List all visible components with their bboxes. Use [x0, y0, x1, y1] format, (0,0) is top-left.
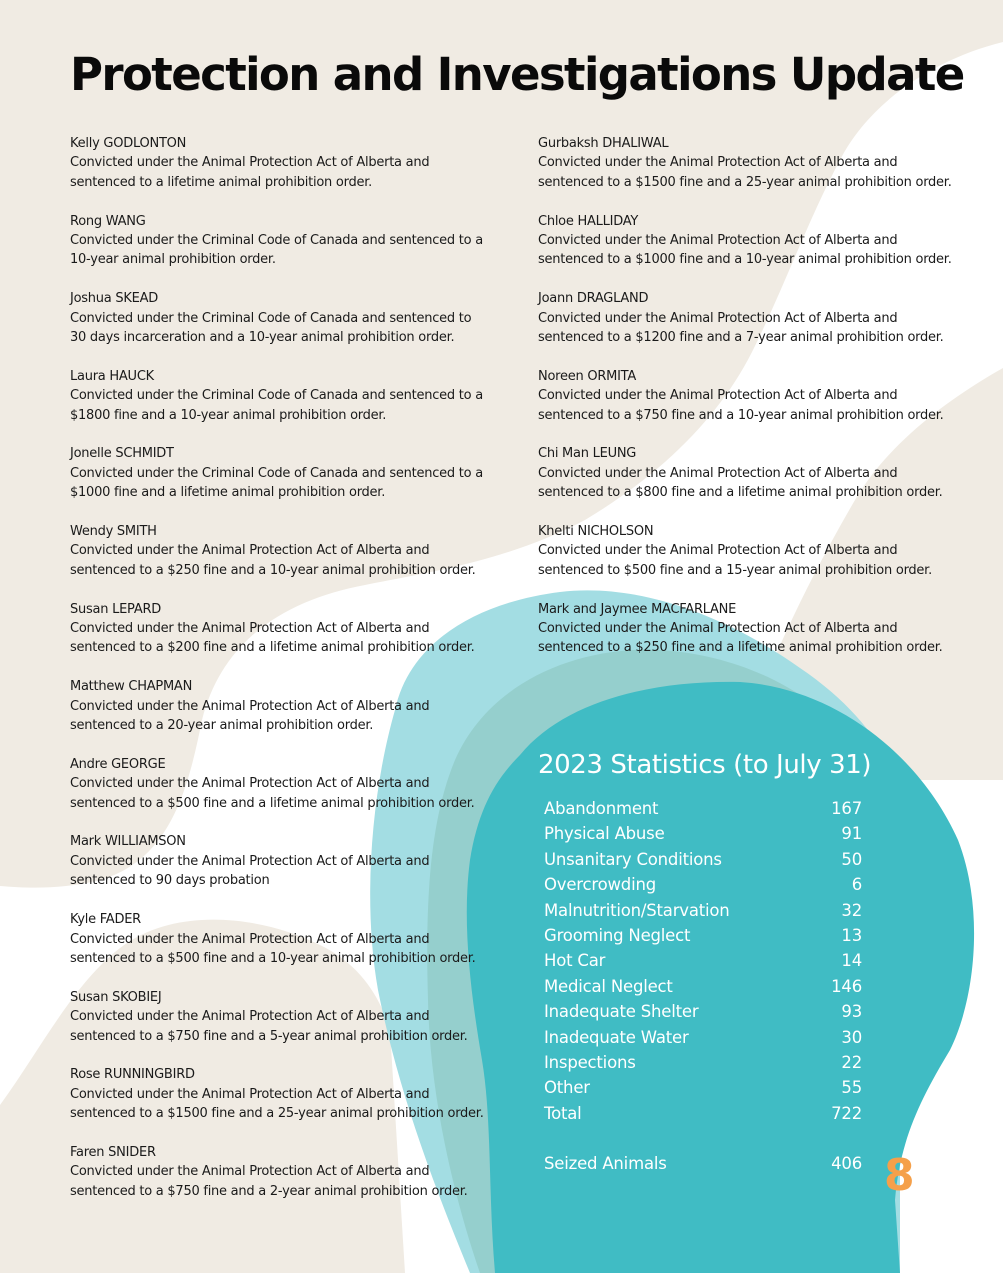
- case-name: Noreen ORMITA: [538, 368, 636, 384]
- case-name: Mark WILLIAMSON: [70, 834, 186, 850]
- case-description: Convicted under the Animal Protection Act of Alberta and sentenced to a 20-year animal prohibition order.: [70, 698, 430, 734]
- stat-row: [544, 1025, 862, 1050]
- case-entry: [538, 212, 958, 270]
- stat-row: [544, 1075, 862, 1100]
- case-name: Kyle FADER: [70, 912, 141, 928]
- case-name: Rose RUNNINGBIRD: [70, 1067, 195, 1083]
- stat-value: 406: [831, 1154, 862, 1174]
- case-name: Susan SKOBIEJ: [70, 989, 162, 1005]
- stat-row: [544, 898, 862, 923]
- stat-value: 93: [841, 1002, 862, 1022]
- case-entry: [70, 289, 490, 347]
- stat-value: 13: [841, 925, 862, 945]
- stat-label: Unsanitary Conditions: [544, 849, 722, 869]
- page-number: 8: [884, 1150, 915, 1201]
- stat-row: [544, 1101, 862, 1126]
- case-description: Convicted under the Animal Protection Act of Alberta and sentenced to a $500 fine and a lifetime animal prohibition order.: [70, 776, 475, 811]
- case-description: Convicted under the Criminal Code of Canada and sentenced to a $1800 fine and a 10-year animal prohibition order.: [70, 388, 483, 423]
- case-name: Joshua SKEAD: [70, 291, 159, 307]
- case-name: Kelly GODLONTON: [70, 136, 187, 151]
- case-entry: [538, 444, 958, 502]
- stat-value: 55: [841, 1078, 862, 1098]
- stat-row: [544, 1151, 862, 1176]
- stats-title: 2023 Statistics (to July 31): [538, 750, 872, 780]
- case-entry: [538, 134, 958, 192]
- stat-value: 91: [841, 824, 862, 844]
- case-description: Convicted under the Criminal Code of Canada and sentenced to a 10-year animal prohibition order.: [70, 233, 483, 268]
- case-name: Mark and Jaymee MACFARLANE: [538, 601, 737, 617]
- case-description: Convicted under the Animal Protection Act of Alberta and sentenced to a $250 fine and a 10-year animal prohibition order.: [70, 543, 476, 578]
- case-entry: [70, 910, 490, 968]
- case-description: Convicted under the Animal Protection Act of Alberta and sentenced to a $200 fine and a lifetime animal prohibition order.: [70, 621, 475, 656]
- stat-value: 167: [831, 799, 862, 818]
- stat-label: Physical Abuse: [544, 824, 665, 844]
- case-name: Chi Man LEUNG: [538, 446, 637, 462]
- stat-label: Total: [544, 1103, 582, 1123]
- stat-label: Inadequate Shelter: [544, 1002, 699, 1022]
- stat-value: 32: [841, 900, 862, 920]
- stat-label: Malnutrition/Starvation: [544, 900, 730, 920]
- case-description: Convicted under the Animal Protection Act of Alberta and sentenced to a $250 fine and a lifetime animal prohibition order.: [538, 621, 943, 656]
- case-entry: [70, 444, 490, 502]
- case-description: Convicted under the Animal Protection Act of Alberta and sentenced to a $750 fine and a 2-year animal prohibition order.: [70, 1164, 468, 1199]
- stat-label: Grooming Neglect: [544, 925, 691, 945]
- cases-right-column: [538, 134, 958, 677]
- stat-value: 22: [841, 1052, 862, 1072]
- stat-row: [544, 1050, 862, 1075]
- case-entry: [70, 522, 490, 580]
- case-description: Convicted under the Animal Protection Act of Alberta and sentenced to a $1500 fine and a 25-year animal prohibition order.: [538, 155, 952, 190]
- stat-value: 146: [831, 976, 862, 996]
- stat-value: 6: [851, 875, 862, 895]
- case-name: Rong WANG: [70, 213, 146, 229]
- case-name: Laura HAUCK: [70, 368, 154, 384]
- stat-row: [544, 999, 862, 1024]
- case-description: Convicted under the Animal Protection Act of Alberta and sentenced to a $1000 fine and a 10-year animal prohibition order.: [538, 233, 952, 268]
- case-entry: [538, 600, 958, 658]
- case-name: Gurbaksh DHALIWAL: [538, 136, 669, 151]
- case-name: Jonelle SCHMIDT: [70, 446, 174, 462]
- stat-label: Inspections: [544, 1052, 636, 1072]
- stat-label: Medical Neglect: [544, 976, 673, 996]
- stat-value: 50: [841, 849, 862, 869]
- case-entry: [70, 367, 490, 425]
- case-entry: [70, 988, 490, 1046]
- case-description: Convicted under the Animal Protection Act of Alberta and sentenced to a $750 fine and a 5-year animal prohibition order.: [70, 1009, 468, 1044]
- case-description: Convicted under the Animal Protection Act of Alberta and sentenced to $500 fine and a 15-year animal prohibition order.: [538, 543, 932, 578]
- stat-row: [544, 847, 862, 872]
- stat-label: Inadequate Water: [544, 1027, 689, 1047]
- stat-row: [544, 923, 862, 948]
- case-description: Convicted under the Animal Protection Act of Alberta and sentenced to a $500 fine and a 10-year animal prohibition order.: [70, 931, 476, 966]
- case-name: Matthew CHAPMAN: [70, 679, 193, 695]
- case-description: Convicted under the Animal Protection Act of Alberta and sentenced to 90 days probation: [70, 853, 430, 889]
- case-entry: [70, 1143, 490, 1201]
- case-entry: [538, 289, 958, 347]
- case-description: Convicted under the Criminal Code of Canada and sentenced to 30 days incarceration and a 10-year animal prohibition order.: [70, 310, 472, 346]
- case-name: Faren SNIDER: [70, 1144, 156, 1160]
- stat-label: Abandonment: [544, 799, 659, 818]
- case-name: Andre GEORGE: [70, 756, 166, 772]
- stat-row: [544, 872, 862, 897]
- case-description: Convicted under the Animal Protection Act of Alberta and sentenced to a lifetime animal prohibition order.: [70, 155, 430, 190]
- case-description: Convicted under the Animal Protection Act of Alberta and sentenced to a $1200 fine and a 7-year animal prohibition order.: [538, 310, 944, 346]
- cases-left-column: [70, 134, 490, 1221]
- case-entry: [70, 1065, 490, 1123]
- case-description: Convicted under the Criminal Code of Canada and sentenced to a $1000 fine and a lifetime animal prohibition order.: [70, 465, 483, 501]
- case-name: Joann DRAGLAND: [538, 291, 649, 307]
- case-name: Wendy SMITH: [70, 524, 157, 540]
- stat-value: 722: [831, 1103, 862, 1123]
- stat-value: 30: [841, 1027, 862, 1047]
- case-entry: [538, 367, 958, 425]
- case-entry: [70, 755, 490, 813]
- stat-value: 14: [841, 951, 862, 971]
- stats-table: [544, 796, 862, 1176]
- case-name: Chloe HALLIDAY: [538, 213, 639, 229]
- stat-label: Seized Animals: [544, 1154, 667, 1174]
- stat-label: Other: [544, 1078, 590, 1098]
- stat-row: [544, 821, 862, 846]
- stat-label: Hot Car: [544, 951, 606, 971]
- stat-label: Overcrowding: [544, 875, 656, 895]
- stat-row: [544, 948, 862, 973]
- case-entry: [70, 832, 490, 890]
- case-entry: [70, 212, 490, 270]
- case-entry: [70, 134, 490, 192]
- case-description: Convicted under the Animal Protection Act of Alberta and sentenced to a $800 fine and a lifetime animal prohibition order.: [538, 465, 943, 501]
- stat-row: [544, 796, 862, 821]
- case-entry: [538, 522, 958, 580]
- page-title: Protection and Investigations Update: [70, 48, 964, 101]
- case-name: Khelti NICHOLSON: [538, 524, 654, 540]
- case-description: Convicted under the Animal Protection Act of Alberta and sentenced to a $1500 fine and a 25-year animal prohibition order.: [70, 1086, 484, 1122]
- stat-row: [544, 974, 862, 999]
- case-name: Susan LEPARD: [70, 601, 162, 617]
- case-entry: [70, 677, 490, 735]
- case-description: Convicted under the Animal Protection Act of Alberta and sentenced to a $750 fine and a 10-year animal prohibition order.: [538, 388, 944, 423]
- case-entry: [70, 600, 490, 658]
